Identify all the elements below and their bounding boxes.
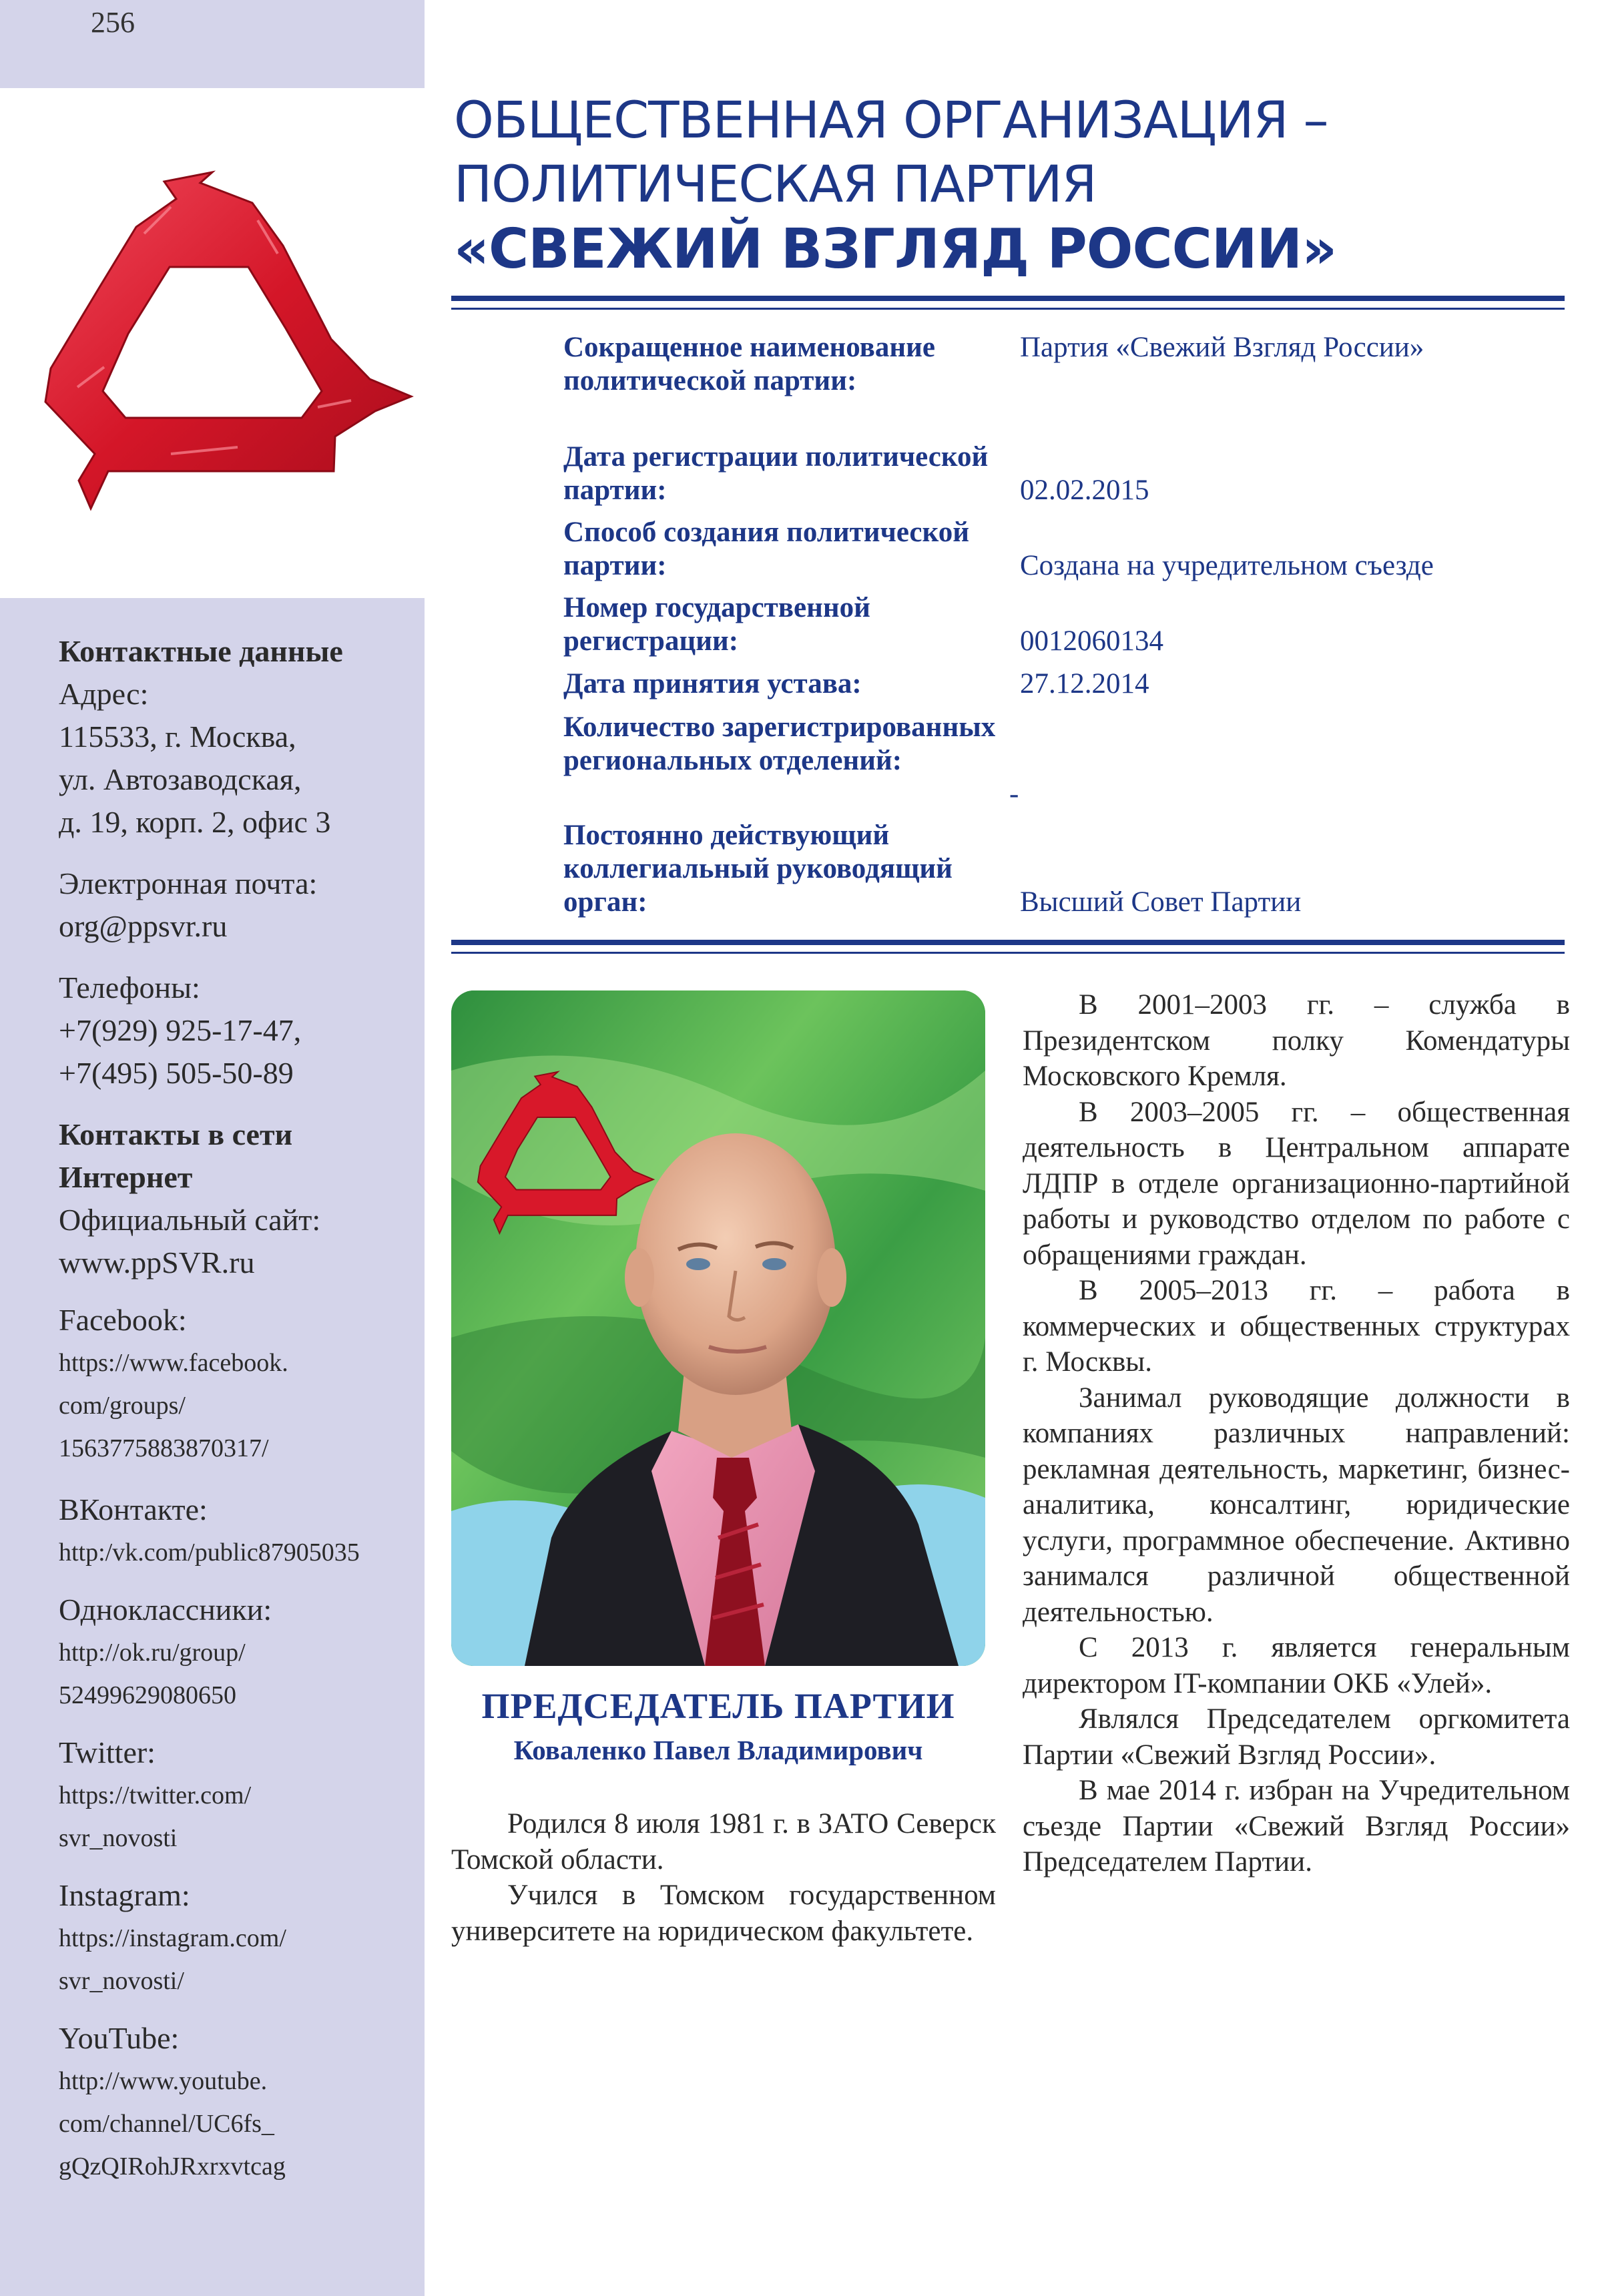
bio-paragraph: Учился в Томском государственном университете на юридическом факультете.	[451, 1880, 996, 1947]
party-logo	[37, 167, 418, 514]
youtube-link[interactable]: gQzQIRohJRxrxvtcag	[59, 2152, 286, 2181]
chairman-photo	[451, 990, 985, 1666]
title-line: ОБЩЕСТВЕННАЯ ОРГАНИЗАЦИЯ –	[454, 90, 1328, 150]
instagram-link[interactable]: svr_novosti/	[59, 1967, 184, 1995]
bio-paragraph: Являлся Председателем оргкомитета Партии «Свежий Взгляд России».	[1023, 1703, 1570, 1771]
info-value: Высший Совет Партии	[1020, 886, 1302, 918]
bio-paragraph: В 2003–2005 гг. – общественная деятельность в Центральном аппарате ЛДПР в отделе организационно-партийной работы и руководство отделом по работе с обращениями граждан.	[1023, 1096, 1570, 1271]
bio-paragraph: В мае 2014 г. избран на Учредительном съезде Партии «Свежий Взгляд России» Председателем Партии.	[1023, 1775, 1570, 1878]
facebook-link[interactable]: 1563775883870317/	[59, 1434, 269, 1462]
facebook-link[interactable]: com/groups/	[59, 1392, 186, 1420]
title-line: ПОЛИТИЧЕСКАЯ ПАРТИЯ	[454, 154, 1097, 214]
address-label: Адрес:	[59, 677, 149, 711]
address-line: ул. Автозаводская,	[59, 762, 302, 796]
instagram-label: Instagram:	[59, 1878, 190, 1912]
ok-link[interactable]: http://ok.ru/group/	[59, 1639, 246, 1667]
sidebar-top-band	[0, 0, 425, 88]
info-value: 27.12.2014	[1020, 668, 1149, 699]
info-value: -	[1009, 778, 1019, 810]
phones-label: Телефоны:	[59, 970, 200, 1005]
vk-label: ВКонтакте:	[59, 1492, 208, 1526]
info-label: Сокращенное наименование политической партии:	[563, 332, 936, 396]
email-label: Электронная почта:	[59, 866, 318, 900]
portrait-illustration	[451, 990, 985, 1666]
ok-label: Одноклассники:	[59, 1593, 272, 1627]
info-label: Номер государственной регистрации:	[563, 592, 870, 657]
instagram-link[interactable]: https://instagram.com/	[59, 1924, 286, 1952]
sidebar-contacts	[59, 630, 419, 2188]
section-divider	[451, 940, 1565, 945]
info-label: Дата принятия устава:	[563, 668, 862, 699]
title-divider	[451, 296, 1565, 301]
youtube-link[interactable]: http://www.youtube.	[59, 2067, 268, 2095]
address-line: д. 19, корп. 2, офис 3	[59, 805, 331, 839]
bio-left-column	[451, 1806, 996, 1949]
phone-number: +7(929) 925-17-47,	[59, 1013, 302, 1047]
site-label: Официальный сайт:	[59, 1203, 321, 1237]
info-label: Постоянно действующий коллегиальный руководящий орган:	[563, 820, 953, 918]
address-line: 115533, г. Москва,	[59, 720, 296, 754]
contacts-heading: Контактные данные	[59, 634, 343, 668]
title-party-name: «СВЕЖИЙ ВЗГЛЯД РОССИИ»	[454, 218, 1337, 281]
internet-heading: Контакты в сети	[59, 1117, 293, 1151]
phone-number: +7(495) 505-50-89	[59, 1056, 294, 1090]
email-link[interactable]: org@ppsvr.ru	[59, 909, 228, 943]
info-value: 0012060134	[1020, 625, 1163, 657]
ok-link[interactable]: 52499629080650	[59, 1681, 236, 1709]
bio-right-column	[1023, 987, 1570, 1880]
bio-paragraph: Родился 8 июля 1981 г. в ЗАТО Северск Томской области.	[451, 1808, 996, 1876]
bio-paragraph: Занимал руководящие должности в компаниях различных направлений: рекламная деятельность, маркетинг, бизнес-аналитика, консалтинг, юридические услуги, программное обеспечение. Активно занимался различной общественной деятельностью.	[1023, 1382, 1570, 1628]
facebook-link[interactable]: https://www.facebook.	[59, 1349, 288, 1377]
vk-link[interactable]: http:/vk.com/public87905035	[59, 1538, 360, 1566]
info-value: Партия «Свежий Взгляд России»	[1020, 332, 1424, 363]
twitter-link[interactable]: https://twitter.com/	[59, 1781, 252, 1809]
facebook-label: Facebook:	[59, 1303, 187, 1337]
info-label: Способ создания политической партии:	[563, 517, 970, 581]
section-divider-thin	[451, 952, 1565, 954]
chairman-name: Коваленко Павел Владимирович	[513, 1735, 923, 1765]
info-value: Создана на учредительном съезде	[1020, 550, 1434, 581]
twitter-label: Twitter:	[59, 1735, 156, 1769]
title-divider-thin	[451, 308, 1565, 310]
twitter-link[interactable]: svr_novosti	[59, 1824, 178, 1852]
info-label: Количество зарегистрированных региональных отделений:	[563, 711, 996, 776]
internet-heading: Интернет	[59, 1160, 193, 1194]
info-label: Дата регистрации политической партии:	[563, 441, 989, 506]
info-value: 02.02.2015	[1020, 475, 1149, 506]
bio-paragraph: С 2013 г. является генеральным директором IT-компании ОКБ «Улей».	[1023, 1632, 1570, 1699]
youtube-label: YouTube:	[59, 2021, 180, 2055]
chairman-title: ПРЕДСЕДАТЕЛЬ ПАРТИИ	[481, 1686, 955, 1726]
bio-paragraph: В 2005–2013 гг. – работа в коммерческих и общественных структурах г. Москвы.	[1023, 1275, 1570, 1378]
page-number: 256	[91, 6, 135, 39]
site-link[interactable]: www.ppSVR.ru	[59, 1245, 255, 1279]
youtube-link[interactable]: com/channel/UC6fs_	[59, 2110, 274, 2138]
bio-paragraph: В 2001–2003 гг. – служба в Президентском полку Комендатуры Московского Кремля.	[1023, 989, 1570, 1092]
page-title	[454, 88, 1336, 283]
